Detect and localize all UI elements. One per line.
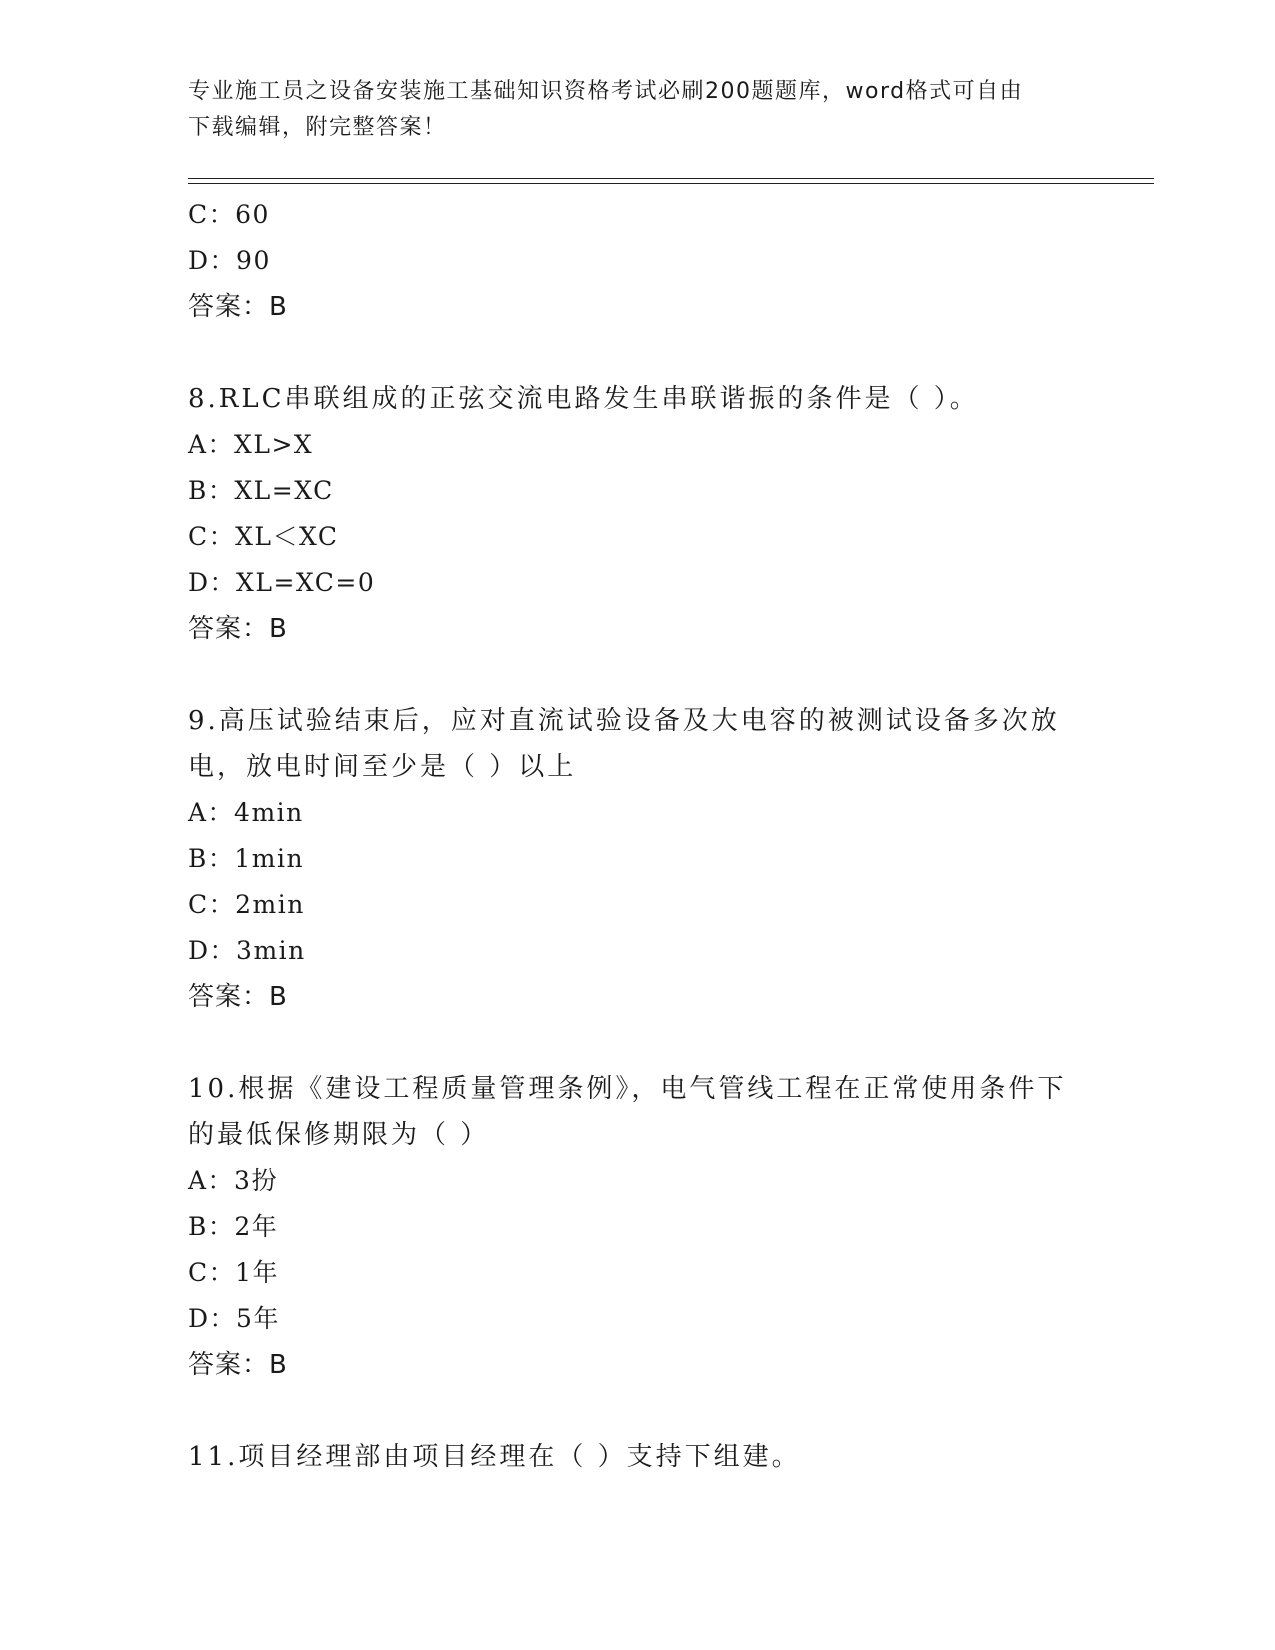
question-list: [188, 192, 1088, 1480]
answer-line: 答案：B: [188, 982, 288, 1012]
option-c: C：XL＜XC: [188, 522, 339, 551]
header-divider-top: [188, 178, 1154, 179]
option-d: D：90: [188, 246, 271, 275]
option-c: C：1年: [188, 1258, 280, 1287]
option-a: A：XL>X: [188, 430, 314, 459]
option-a: A：3扮: [188, 1166, 278, 1195]
question-text-line-1: 9.高压试验结束后，应对直流试验设备及大电容的被测试设备多次放: [188, 706, 1060, 736]
header-line-2: 下载编辑，附完整答案！: [188, 115, 447, 140]
header-line-1: 专业施工员之设备安装施工基础知识资格考试必刷200题题库，word格式可自由: [188, 79, 1024, 104]
question-text-line-1: 10.根据《建设工程质量管理条例》，电气管线工程在正常使用条件下: [188, 1074, 1067, 1104]
answer-line: 答案：B: [188, 292, 288, 322]
question-text: 8.RLC串联组成的正弦交流电路发生串联谐振的条件是（ ）。: [188, 384, 979, 414]
question-text-line-2: 电，放电时间至少是（ ）以上: [188, 752, 577, 782]
option-d: D：5年: [188, 1304, 280, 1333]
question-9: [188, 698, 1088, 1020]
option-b: B：1min: [188, 844, 305, 873]
option-b: B：2年: [188, 1212, 279, 1241]
question-7-tail: [188, 192, 1088, 330]
option-d: D：3min: [188, 936, 306, 965]
question-10: [188, 1066, 1088, 1388]
question-text-line-2: 的最低保修期限为（ ）: [188, 1120, 490, 1150]
option-c: C：2min: [188, 890, 305, 919]
document-header: [188, 74, 1068, 146]
option-d: D：XL=XC=0: [188, 568, 376, 597]
question-text: 11.项目经理部由项目经理在（ ）支持下组建。: [188, 1442, 801, 1472]
option-b: B：XL=XC: [188, 476, 334, 505]
question-8: [188, 376, 1088, 652]
answer-line: 答案：B: [188, 614, 288, 644]
question-11: [188, 1434, 1088, 1480]
option-c: C：60: [188, 200, 270, 229]
header-divider-bottom: [188, 183, 1154, 184]
option-a: A：4min: [188, 798, 304, 827]
answer-line: 答案：B: [188, 1350, 288, 1380]
